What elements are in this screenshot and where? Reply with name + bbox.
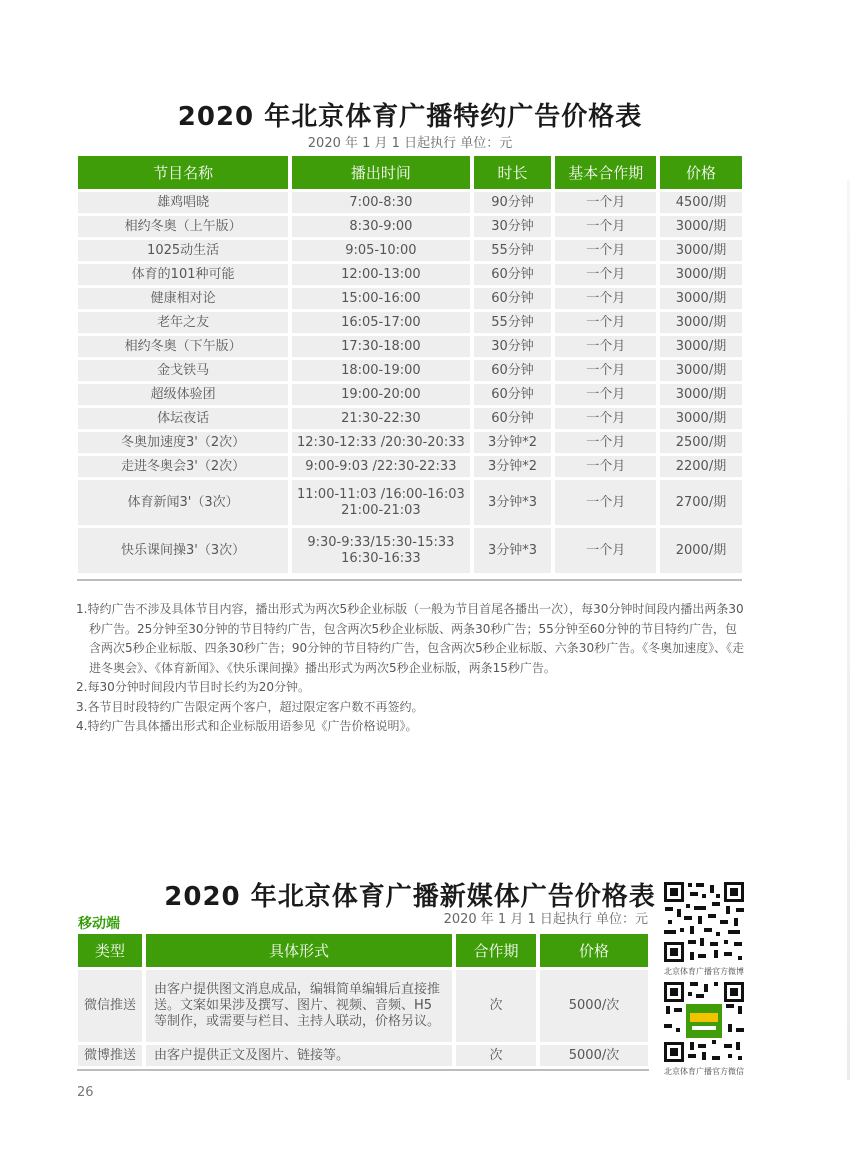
subtitle-new-media-ads: 2020 年 1 月 1 日起执行 单位：元: [443, 912, 648, 927]
duration: 60分钟: [474, 360, 552, 381]
column-header-period: 合作期: [456, 934, 536, 967]
duration: 55分钟: [474, 240, 552, 261]
duration: 30分钟: [474, 336, 552, 357]
table-row: [78, 336, 742, 357]
table-row: [78, 360, 742, 381]
qr-caption-weibo: 北京体育广播官方微博: [664, 967, 744, 976]
program-name: 老年之友: [78, 312, 288, 333]
subtitle-special-ads: 2020 年 1 月 1 日起执行 单位：元: [307, 136, 513, 151]
airtime: 21:30-22:30: [292, 408, 469, 429]
airtime: 9:00-9:03 /22:30-22:33: [292, 456, 469, 477]
period: 次: [456, 1045, 536, 1066]
page-number: 26: [77, 1085, 94, 1100]
column-header-type: 类型: [78, 934, 142, 967]
column-header-price: 价格: [540, 934, 648, 967]
price: 3000/期: [660, 336, 742, 357]
duration: 3分钟*3: [474, 528, 552, 573]
note-item: 2.每30分钟时间段内节目时长约为20分钟。: [76, 680, 310, 694]
page-title-special-ads: 2020 年北京体育广播特约广告价格表: [177, 102, 643, 132]
price: 2700/期: [660, 480, 742, 525]
ad-form: 由客户提供正文及图片、链接等。: [146, 1045, 452, 1066]
airtime: 11:00-11:03 /16:00-16:03 21:00-21:03: [292, 480, 469, 525]
period: 一个月: [555, 216, 655, 237]
table-bottom-rule: [77, 579, 742, 581]
ad-type: 微信推送: [78, 970, 142, 1042]
airtime: 19:00-20:00: [292, 384, 469, 405]
program-name: 健康相对论: [78, 288, 288, 309]
duration: 60分钟: [474, 408, 552, 429]
duration: 60分钟: [474, 384, 552, 405]
period: 一个月: [555, 456, 655, 477]
period: 一个月: [555, 384, 655, 405]
airtime: 12:00-13:00: [292, 264, 469, 285]
table-row: [78, 456, 742, 477]
period: 一个月: [555, 528, 655, 573]
table-bottom-rule: [77, 1069, 649, 1071]
table-row: [78, 408, 742, 429]
period: 一个月: [555, 264, 655, 285]
duration: 3分钟*2: [474, 432, 552, 453]
program-name: 超级体验团: [78, 384, 288, 405]
price: 3000/期: [660, 240, 742, 261]
price: 5000/次: [540, 1045, 648, 1066]
table-row: [78, 528, 742, 573]
price: 3000/期: [660, 360, 742, 381]
notes-list: [76, 600, 748, 737]
program-name: 快乐课间操3'（3次）: [78, 528, 288, 573]
table-row: [78, 240, 742, 261]
airtime: 7:00-8:30: [292, 192, 469, 213]
duration: 60分钟: [474, 264, 552, 285]
ad-form: 由客户提供图文消息成品，编辑简单编辑后直接推送。文案如果涉及撰写、图片、视频、音频、H5等制作，或需要与栏目、主持人联动，价格另议。: [146, 970, 452, 1042]
airtime: 18:00-19:00: [292, 360, 469, 381]
airtime: 16:05-17:00: [292, 312, 469, 333]
period: 一个月: [555, 288, 655, 309]
duration: 3分钟*3: [474, 480, 552, 525]
column-header-period: 基本合作期: [555, 156, 655, 189]
weibo-qr-block: [662, 880, 746, 977]
price: 3000/期: [660, 264, 742, 285]
column-header-form: 具体形式: [146, 934, 452, 967]
duration: 90分钟: [474, 192, 552, 213]
period: 一个月: [555, 408, 655, 429]
price: 2200/期: [660, 456, 742, 477]
section-label-mobile: 移动端: [78, 916, 120, 932]
price: 2500/期: [660, 432, 742, 453]
airtime: 8:30-9:00: [292, 216, 469, 237]
airtime: 9:30-9:33/15:30-15:33 16:30-16:33: [292, 528, 469, 573]
program-name: 金戈铁马: [78, 360, 288, 381]
price: 3000/期: [660, 408, 742, 429]
period: 一个月: [555, 432, 655, 453]
program-name: 冬奥加速度3'（2次）: [78, 432, 288, 453]
program-name: 相约冬奥（下午版）: [78, 336, 288, 357]
new-media-price-table: [74, 931, 652, 1069]
page-title-new-media-ads: 2020 年北京体育广播新媒体广告价格表: [164, 882, 656, 912]
price: 5000/次: [540, 970, 648, 1042]
qr-code-icon: [662, 880, 746, 964]
period: 一个月: [555, 240, 655, 261]
airtime: 17:30-18:00: [292, 336, 469, 357]
table-row: [78, 216, 742, 237]
program-name: 雄鸡唱晓: [78, 192, 288, 213]
price: 3000/期: [660, 288, 742, 309]
note-item: 3.各节目时段特约广告限定两个客户，超过限定客户数不再签约。: [76, 699, 424, 714]
column-header-airtime: 播出时间: [292, 156, 469, 189]
table-row: [78, 312, 742, 333]
period: 一个月: [555, 312, 655, 333]
special-ads-price-table: [74, 153, 746, 576]
period: 一个月: [555, 336, 655, 357]
program-name: 走进冬奥会3'（2次）: [78, 456, 288, 477]
duration: 3分钟*2: [474, 456, 552, 477]
table-row: [78, 264, 742, 285]
price: 4500/期: [660, 192, 742, 213]
table-header-row: [78, 156, 742, 189]
column-header-program: 节目名称: [78, 156, 288, 189]
ad-type: 微博推送: [78, 1045, 142, 1066]
program-name: 1025动生活: [78, 240, 288, 261]
qr-code-icon: [662, 980, 746, 1064]
airtime: 12:30-12:33 /20:30-20:33: [292, 432, 469, 453]
price: 3000/期: [660, 216, 742, 237]
period: 次: [456, 970, 536, 1042]
wechat-qr-block: [662, 980, 746, 1077]
qr-caption-wechat: 北京体育广播官方微信: [664, 1067, 744, 1076]
table-row: [78, 384, 742, 405]
table-header-row: [78, 934, 648, 967]
table-row: [78, 288, 742, 309]
airtime: 15:00-16:00: [292, 288, 469, 309]
table-row: [78, 970, 648, 1042]
price: 3000/期: [660, 384, 742, 405]
column-header-duration: 时长: [474, 156, 552, 189]
column-header-price: 价格: [660, 156, 742, 189]
table-row: [78, 1045, 648, 1066]
program-name: 体坛夜话: [78, 408, 288, 429]
program-name: 体育新闻3'（3次）: [78, 480, 288, 525]
table-row: [78, 480, 742, 525]
period: 一个月: [555, 480, 655, 525]
duration: 60分钟: [474, 288, 552, 309]
table-row: [78, 432, 742, 453]
table-row: [78, 192, 742, 213]
duration: 30分钟: [474, 216, 552, 237]
program-name: 相约冬奥（上午版）: [78, 216, 288, 237]
note-item: 1.特约广告不涉及具体节目内容，播出形式为两次5秒企业标版（一般为节目首尾各播出一次），每30分钟时间段内播出两条30秒广告。25分钟至30分钟的节目特约广告，包含两次5秒企业标版、两条30秒广告；55分钟至60分钟的节目特约广告，包含两次5秒企业标版、四条30秒广告；90分钟的节目特约广告，包含两次5秒企业标版、六条30秒广告。《冬奥加速度》、《走进冬奥会》、《体育新闻》、《快乐课间操》播出形式为两次5秒企业标版，两条15秒广告。: [76, 602, 745, 675]
price: 3000/期: [660, 312, 742, 333]
price: 2000/期: [660, 528, 742, 573]
period: 一个月: [555, 192, 655, 213]
program-name: 体育的101种可能: [78, 264, 288, 285]
period: 一个月: [555, 360, 655, 381]
duration: 55分钟: [474, 312, 552, 333]
note-item: 4.特约广告具体播出形式和企业标版用语参见《广告价格说明》。: [76, 719, 418, 733]
airtime: 9:05-10:00: [292, 240, 469, 261]
